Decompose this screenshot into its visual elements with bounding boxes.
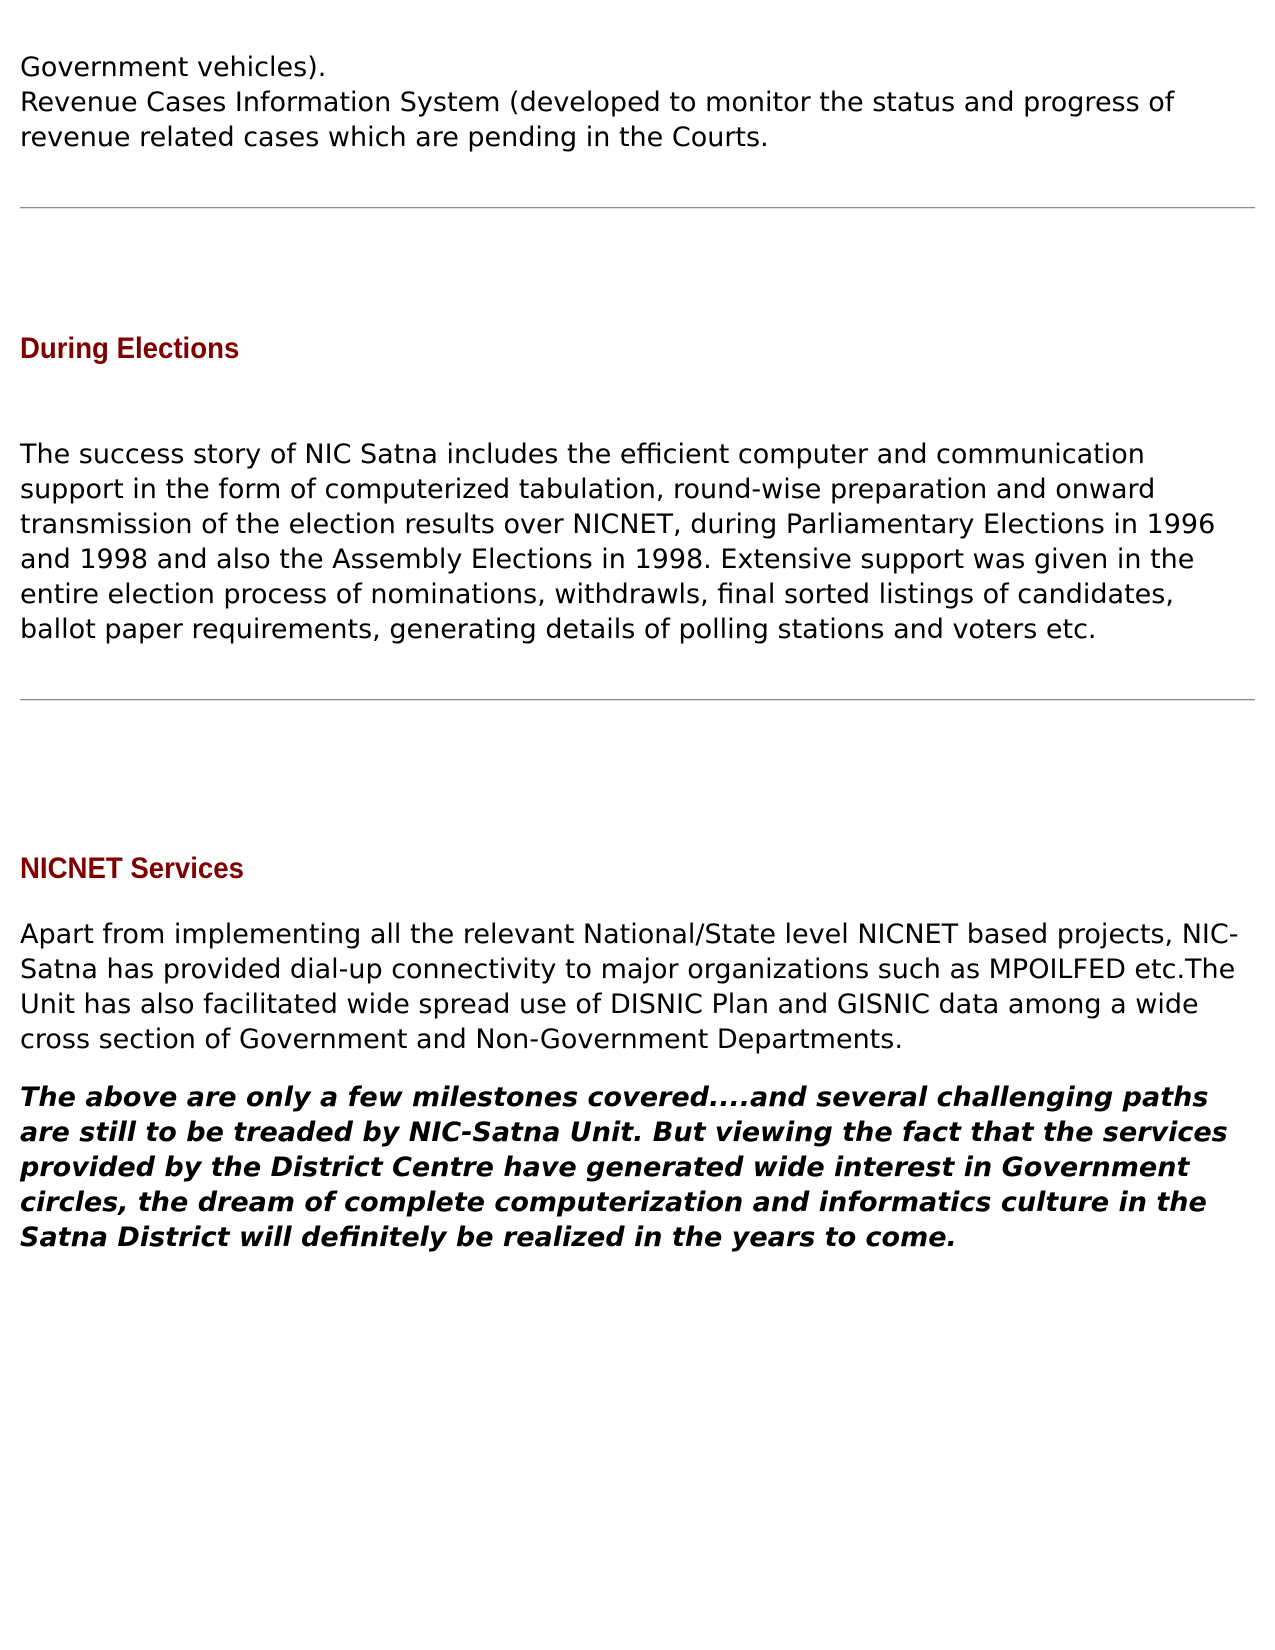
- section-heading-nicnet: NICNET Services: [20, 852, 244, 885]
- nicnet-paragraph: Apart from implementing all the relevant National/State level NICNET based projects, NIC-Satna has provided dial-up connectivity to major organizations such as MPOILFED etc.The Unit has also facilitated wide spread use of DISNIC Plan and GISNIC data among a wide cross section of Government and Non-Government Departments.: [20, 919, 1239, 1055]
- elections-paragraph: The success story of NIC Satna includes the efficient computer and communication support in the form of computerized tabulation, round-wise preparation and onward transmission of the election results over NICNET, during Parliamentary Elections in 1996 and 1998 and also the Assembly Elections in 1998. Extensive support was given in the entire election process of nominations, withdrawls, final sorted listings of candidates, ballot paper requirements, generating details of polling stations and voters etc.: [20, 439, 1216, 645]
- intro-line-vehicles: Government vehicles).: [20, 52, 327, 83]
- section-heading-elections: During Elections: [20, 332, 240, 365]
- intro-revenue-cases: Revenue Cases Information System (developed to monitor the status and progress of revenue related cases which are pending in the Courts.: [20, 87, 1175, 153]
- closing-statement: The above are only a few milestones covered....and several challenging paths are still to be treaded by NIC-Satna Unit. But viewing the fact that the services provided by the District Centre have generated wide interest in Government circles, the dream of complete computerization and informatics culture in the Satna District will definitely be realized in the years to come.: [20, 1082, 1228, 1253]
- document-page: [20, 50, 1255, 1255]
